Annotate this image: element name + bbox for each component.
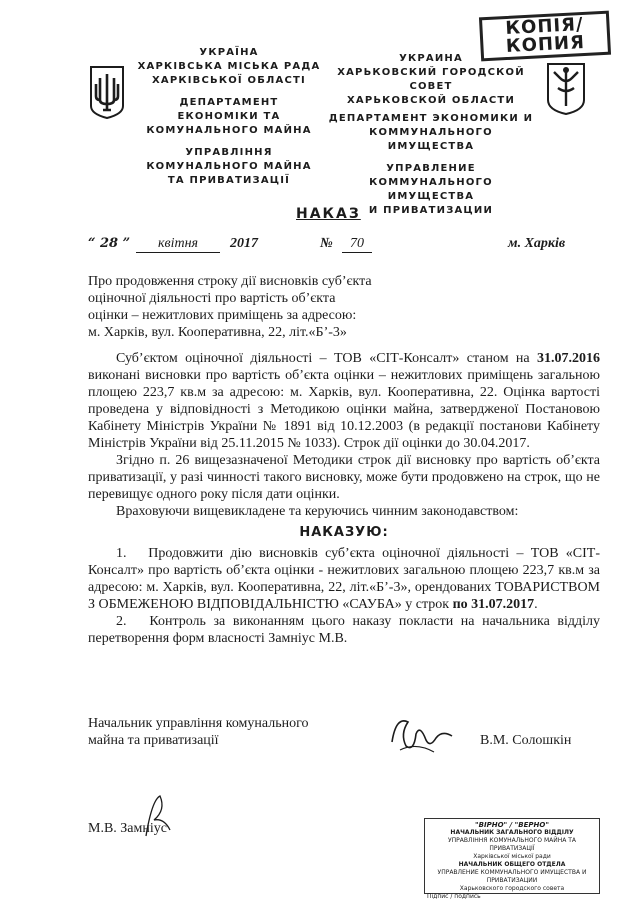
header-ru-dept-1: ДЕПАРТАМЕНТ ЭКОНОМИКИ И — [328, 113, 534, 124]
order-item-1-deadline: по 31.07.2017 — [452, 597, 535, 612]
signatory-name: В.М. Солошкін — [480, 733, 572, 748]
order-body — [88, 350, 600, 647]
order-word: НАКАЗУЮ: — [299, 525, 389, 540]
signature-position-line-1: Начальник управління комунального — [88, 716, 309, 731]
order-item-1: 1. Продовжити дію висновків суб’єкта оціночної діяльності – ТОВ «СІТ-Консалт» про вартість об’єкта оцінки - нежитлових загальною площею 223,7 кв.м за адресою: м. Харків, вул. Кооперативна, 22, літ.«Б’-3», орендованих ТОВАРИСТВОМ З ОБМЕЖЕНОЮ ВІДПОВІДАЛЬНІСТЮ «САУБА» у строк по 31.07.2017. — [88, 546, 601, 612]
header-ukrainian — [134, 46, 324, 188]
stamp-line-6: Харьковского городского совета — [459, 885, 565, 892]
date-line — [88, 236, 588, 256]
header-ua-office-2: КОМУНАЛЬНОГО МАЙНА — [146, 161, 312, 172]
order-title: НАКАЗ — [296, 206, 361, 222]
header-ru-region: ХАРЬКОВСКОЙ ОБЛАСТИ — [346, 95, 516, 106]
paragraph-2: Згідно п. 26 вищезазначеної Методики строк дії висновку про вартість об’єкта приватизації, у разі чинності такого висновку, може бути продовжено на строк, що не перевищує одного року після дати оцінки. — [88, 453, 600, 502]
header-ru-office-2: КОММУНАЛЬНОГО ИМУЩЕСТВА — [369, 177, 493, 202]
subject-line-3: оцінки – нежитлових приміщень за адресою: — [88, 308, 357, 323]
order-number-label: № — [320, 236, 333, 251]
signature-position — [88, 715, 388, 749]
trident-emblem-icon — [88, 64, 126, 120]
header-ua-dept-1: ДЕПАРТАМЕНТ — [179, 97, 279, 108]
header-ru-country: УКРАИНА — [399, 53, 463, 64]
date-city: м. Харків — [508, 236, 566, 251]
copy-stamp-line-2: КОПИЯ — [505, 31, 586, 58]
kharkiv-emblem-icon — [546, 62, 586, 116]
handwritten-signature — [386, 712, 458, 756]
stamp-line-1: НАЧАЛЬНИК ЗАГАЛЬНОГО ВІДДІЛУ — [450, 829, 574, 836]
header-ua-dept-2: ЕКОНОМІКИ ТА — [177, 111, 281, 122]
date-day: “ 28 ” — [88, 236, 131, 251]
subject-line-2: оціночної діяльності про вартість об’єкта — [88, 291, 336, 306]
header-ru-office-3: И ПРИВАТИЗАЦИИ — [368, 205, 494, 216]
header-ru-dept-2: КОММУНАЛЬНОГО ИМУЩЕСТВА — [369, 127, 493, 152]
paragraph-1: Суб’єктом оціночної діяльності – ТОВ «СІТ-Консалт» станом на 31.07.2016 виконані висновки про вартість об’єкта оцінки – нежитлових приміщень загальною площею 223,7 кв.м за адресою: м. Харків, вул. Кооперативна, 22. Оцінка вартості проведена у відповідності з Методикою оцінки майна, затвердженої Постановою Кабінету Міністрів України № 1891 від 10.12.2003 (в редакції постанови Кабінету Міністрів України від 25.11.2015 № 1033). Строк дії оцінки до 30.04.2017. — [88, 351, 600, 451]
stamp-title: "ВІРНО" / "ВЕРНО" — [475, 821, 549, 829]
copy-stamp-line-1: КОПІЯ/ — [504, 13, 585, 40]
header-ua-council: ХАРКІВСЬКА МІСЬКА РАДА — [137, 61, 321, 72]
header-ru-office-1: УПРАВЛЕНИЕ — [386, 163, 476, 174]
date-month: квітня — [136, 236, 220, 253]
order-item-2: 2. Контроль за виконанням цього наказу покласти на начальника відділу перетворення форм власності Замніус М.В. — [88, 614, 601, 646]
header-ru-council-1: ХАРЬКОВСКИЙ ГОРОДСКОЙ — [337, 67, 525, 78]
order-subject — [88, 273, 468, 341]
executor-name: М.В. Замніус — [88, 821, 167, 836]
subject-line-1: Про продовження строку дії висновків суб’єкта — [88, 274, 372, 289]
executor-signature — [140, 790, 180, 840]
stamp-sign-label: Підпис / подпись — [427, 893, 481, 900]
paragraph-3: Враховуючи вищевикладене та керуючись чинним законодавством: — [116, 504, 519, 519]
certified-copy-stamp — [424, 818, 600, 900]
header-ru-council-2: СОВЕТ — [409, 81, 453, 92]
stamp-line-4: НАЧАЛЬНИК ОБЩЕГО ОТДЕЛА — [458, 861, 566, 868]
subject-line-4: м. Харків, вул. Кооперативна, 22, літ.«Б’-3» — [88, 325, 347, 340]
stamp-line-3: Харківської міської ради — [473, 853, 551, 860]
header-ua-dept-3: КОМУНАЛЬНОГО МАЙНА — [146, 125, 312, 136]
header-ua-region: ХАРКІВСЬКОЇ ОБЛАСТІ — [152, 75, 306, 86]
date-year: 2017 — [230, 236, 258, 251]
header-russian — [326, 52, 536, 218]
order-number: 70 — [342, 236, 372, 253]
header-ua-office-3: ТА ПРИВАТИЗАЦІЇ — [167, 175, 291, 186]
paragraph-1-date: 31.07.2016 — [537, 351, 600, 366]
stamp-line-2: УПРАВЛІННЯ КОМУНАЛЬНОГО МАЙНА ТА ПРИВАТИЗАЦІЇ — [447, 837, 577, 852]
header-ua-country: УКРАЇНА — [199, 47, 259, 58]
stamp-line-5: УПРАВЛЕНИЕ КОММУНАЛЬНОГО ИМУЩЕСТВА И ПРИВАТИЗАЦИИ — [437, 869, 587, 884]
header-ua-office-1: УПРАВЛІННЯ — [185, 147, 273, 158]
signature-position-line-2: майна та приватизації — [88, 733, 219, 748]
